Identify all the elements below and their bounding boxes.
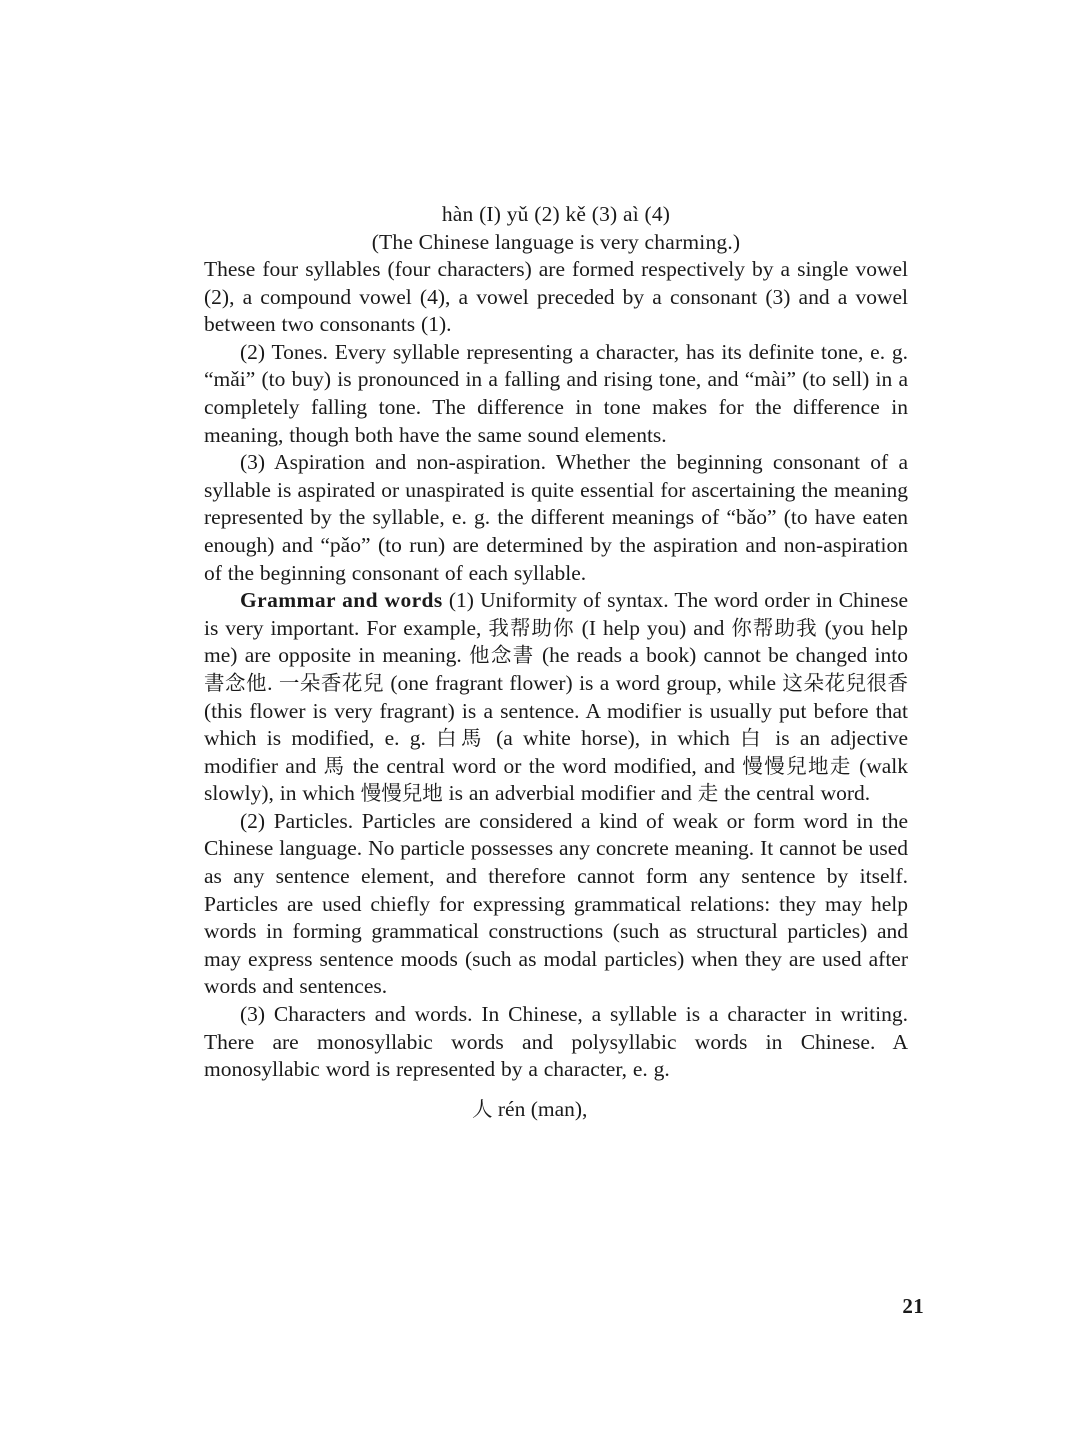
paragraph-characters-and-words: (3) Characters and words. In Chinese, a syllable is a character in writing. There are monosyllabic words and polysyllabic words in Chinese. A monosyllabic word is represented by a character, e. g. [204,1002,908,1082]
chinese-example-1: 我帮助你 [488,615,575,640]
chinese-example-11: 这朵花兒很香 [782,670,909,695]
text-run-24: the central word. [718,781,871,806]
page-text-block [204,201,908,1123]
page-number: 21 [902,1294,924,1318]
paragraph-tones: (2) Tones. Every syllable representing a character, has its definite tone, e. g. “mǎi” (to buy) is pronounced in a falling and rising tone, and “mài” (to sell) in a completely falling tone. The difference in tone makes for the difference in meaning, though both have the same sound elements. [204,339,908,447]
chinese-example-15: 白 [740,726,766,751]
text-run-16: is an adjective modifier and [204,726,908,778]
text-run-6: (he reads a book) cannot be changed into [534,643,908,668]
paragraph-particles: (2) Particles. Particles are considered a kind of weak or form word in the Chinese language. No particle possesses any concrete meaning. It cannot be used as any sentence element, and therefore cannot form any sentence by itself. Particles are used chiefly for expressing grammatical relations: they may help words in forming grammatical constructions (such as structural particles) and may express sentence moods (such as modal particles) when they are used after words and sentences. [204,808,908,999]
chinese-example-21: 慢慢兒地 [360,781,443,806]
example-character: 人 [472,1096,493,1121]
text-run-0: (1) Uniformity of syntax. The word order in Chinese is very important. For example, [204,588,908,640]
example-ren-man [204,1084,908,1124]
chinese-example-13: 白馬 [436,726,486,751]
text-run-14: (a white horse), in which [485,726,741,751]
chinese-example-7: 書念他 [204,670,268,695]
text-run-12: (this flower is very fragrant) is a sentence. A modifier is usually put before that which is modified, e. g. [204,698,908,751]
chinese-example-19: 慢慢兒地走 [742,753,852,778]
text-run-18: the central word or the word modified, and [345,753,743,778]
chinese-example-5: 他念書 [469,643,535,668]
pinyin-heading-line: hàn (I) yǔ (2) kě (3) aì (4) [441,202,671,226]
chinese-example-3: 你帮助我 [731,615,818,640]
chinese-example-17: 馬 [323,753,346,778]
example-gloss: rén (man), [492,1096,588,1121]
paragraph-grammar-and-words [204,587,908,808]
paragraph-aspiration: (3) Aspiration and non-aspiration. Whether the beginning consonant of a syllable is aspirated or unaspirated is quite essential for ascertaining the meaning represented by the syllable, e. g. the different meanings of “bǎo” (to have eaten enough) and “pǎo” (to run) are determined by the aspiration and non-aspiration of the beginning consonant of each syllable. [204,450,908,585]
chinese-example-23: 走 [697,781,719,806]
text-run-4: (you help me) are opposite in meaning. [204,615,908,668]
paragraph-four-syllables: These four syllables (four characters) are formed respectively by a single vowel (2), a compound vowel (4), a vowel preceded by a consonant (3) and a vowel between two consonants (1). [204,257,908,337]
translation-heading-line: (The Chinese language is very charming.) [371,229,741,254]
text-run-20: (walk slowly), in which [204,753,909,806]
run-in-heading-grammar-and-words: Grammar and words [240,588,443,613]
text-run-8: . [267,670,279,695]
grammar-paragraph-body [204,588,908,805]
chinese-example-9: 一朵香花兒 [278,670,384,695]
text-run-10: (one fragrant flower) is a word group, while [383,670,783,695]
text-run-2: (I help you) and [574,615,732,640]
text-run-22: is an adverbial modifier and [442,781,698,806]
